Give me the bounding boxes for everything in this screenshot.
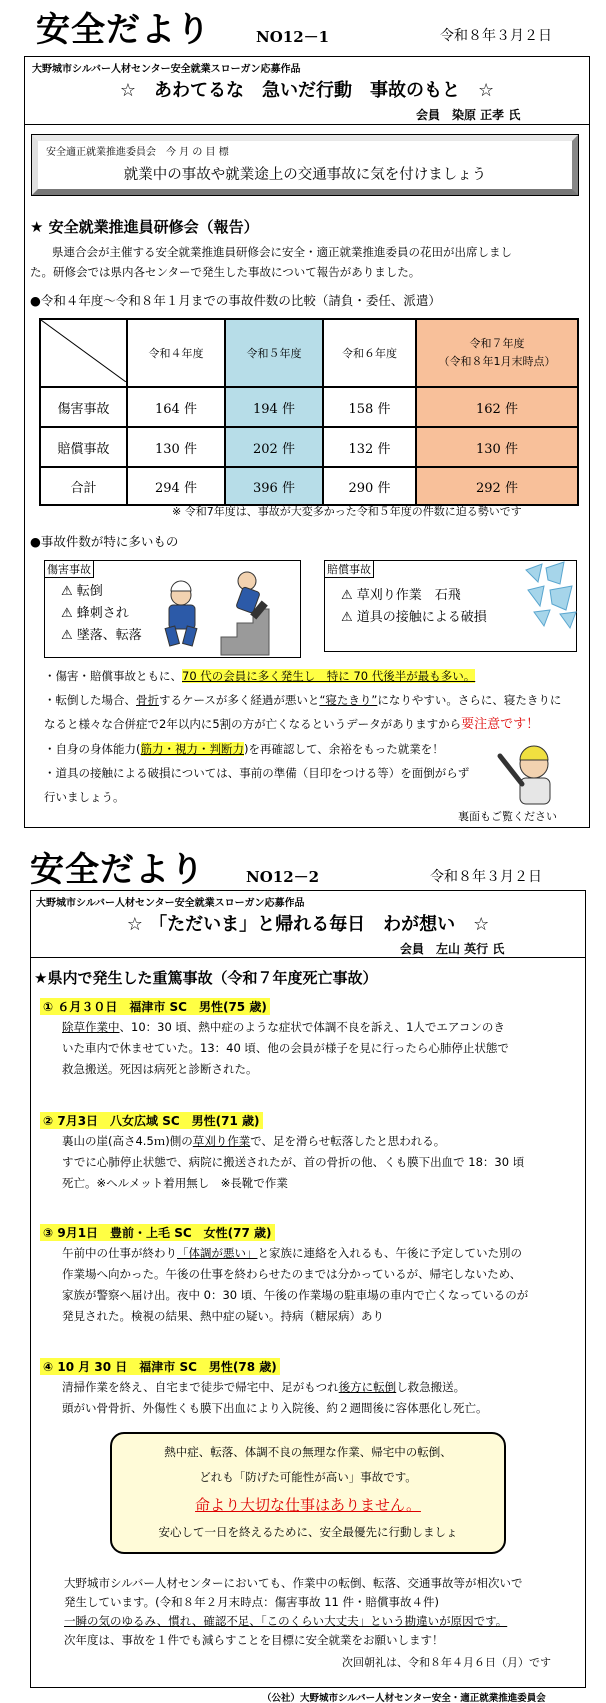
table-row (40, 427, 578, 467)
col-header-r4: 令和４年度 (127, 319, 225, 387)
slogan-divider (24, 124, 590, 125)
table-cell: 132 件 (323, 427, 416, 467)
footer-org: （公社）大野城市シルバー人材センター安全・適正就業推進委員会 (262, 1693, 546, 1703)
frequent-title: ●事故件数が特に多いもの (30, 534, 179, 549)
table-cell: 130 件 (416, 427, 578, 467)
life-first-message: 命より大切な仕事はありません。 (195, 1496, 421, 1514)
caution-text: 要注意です！ (461, 717, 540, 732)
issue2-title: 安全だより (30, 850, 205, 890)
list-item: ⚠ 転倒 (61, 584, 103, 599)
incident-1: ① ６月３０日 福津市 SC 男性(75 歳) 除草作業中、10：30 頃、熱中症のような症状で体調不良を訴え、1人でエアコンのき いた車内で休ませていた。13：40 頃、他の会員が様子を見に行ったら心肺停止状態で 救急搬送。死因は病死と診断された。 (40, 998, 580, 1080)
table-cell: 164 件 (127, 387, 225, 427)
issue2-author: 会員 左山 英行 氏 (400, 942, 505, 956)
accident-count-table (39, 318, 579, 506)
row-label: 賠償事故 (40, 427, 127, 467)
diagonal-line (41, 320, 126, 382)
table-cell: 290 件 (323, 467, 416, 505)
table-note: ※ 令和7年度は、事故が大変多かった令和５年度の件数に迫る勢いです (172, 505, 522, 518)
issue2-number: NO12－2 (246, 868, 320, 886)
list-item: ⚠ 墜落、転落 (61, 628, 142, 643)
list-item: ⚠ 草刈り作業 石飛 (341, 588, 461, 603)
prevention-callout: 熱中症、転落、体調不良の無理な作業、帰宅中の転倒、 どれも「防げた可能性が高い」事故です。 命より大切な仕事はありません。 安心して一日を終えるために、安全最優先に行動しましょ (110, 1432, 506, 1554)
slogan-divider (30, 957, 586, 958)
issue2-date: 令和８年３月２日 (430, 869, 542, 885)
closing-message: 大野城市シルバー人材センターにおいても、作業中の転倒、転落、交通事故等が相次いで 発生しています。(令和８年２月末時点：傷害事故 11 件・賠償事故４件) 一瞬の気のゆるみ、慣れ、確認不足、「このくらい大丈夫」という勘違いが原因です。 次年度は、事故を１件でも減らすことを目標に安全就業をお願いします！ (64, 1576, 523, 1647)
incident-heading: ① ６月３０日 福津市 SC 男性(75 歳) (40, 998, 270, 1015)
col-header-r6: 令和６年度 (323, 319, 416, 387)
col-header-r5: 令和５年度 (225, 319, 323, 387)
report-intro: 県連合会が主催する安全就業推進員研修会に安全・適正就業推進委員の花田が出席しまし た。研修会では県内各センターで発生した事故について報告がありました。 (30, 245, 512, 279)
table-cell: 202 件 (225, 427, 323, 467)
incident-heading: ② 7月3日 八女広域 SC 男性(71 歳) (40, 1112, 263, 1129)
injury-box-label: 傷害事故 (44, 560, 94, 578)
issue1-slogan: ☆ あわてるな 急いだ行動 事故のもと ☆ (119, 80, 495, 101)
incident-heading: ④ 10 月 30 日 福津市 SC 男性(78 歳) (40, 1358, 280, 1375)
issue2-slogan: ☆ 「ただいま」と帰れる毎日 わが想い ☆ (126, 914, 490, 935)
table-title: ●令和４年度～令和８年１月までの事故件数の比較（請負・委任、派遣） (30, 293, 441, 308)
table-cell: 130 件 (127, 427, 225, 467)
injury-accident-box (44, 560, 301, 658)
issue2-org-line: 大野城市シルバー人材センター安全就業スローガン応募作品 (36, 898, 305, 909)
incident-3: ③ 9月1日 豊前・上毛 SC 女性(77 歳) 午前中の仕事が終わり「体調が悪い」と家族に連絡を入れるも、午後に予定していた別の 作業場へ向かった。午後の仕事を終わらせたのまでは分かっているが、帰宅しないため、 家族が警察へ届け出。夜中 0：30 頃、午後の作業場の駐車場の車内で亡くなっているのが 発見された。検視の結果、熱中症の疑い。持病（糖尿病）あり (40, 1224, 580, 1327)
issue1-title: 安全だより (36, 10, 211, 50)
liability-box-label: 賠償事故 (324, 560, 374, 578)
row-label: 合計 (40, 467, 127, 505)
table-row (40, 467, 578, 505)
key-points: ・傷害・賠償事故ともに、70 代の会員に多く発生し 特に 70 代後半が最も多い。 ・転倒した場合、骨折するケースが多く経過が悪いと“寝たきり”になりやすい。さらに、寝たきりに なると様々な合併症で2年以内に5割の方が亡くなるというデータがありますから要注意です！ ・自身の身体能力(筋力・視力・判断力)を再確認して、余裕をもった就業を！ ・道具の接触による破損については、事前の準備（目印をつける等）を面倒がらず 行いましょう。 (44, 669, 562, 804)
list-item: ⚠ 蜂刺され (61, 606, 129, 621)
issue1-org-line: 大野城市シルバー人材センター安全就業スローガン応募作品 (32, 64, 301, 75)
table-cell: 194 件 (225, 387, 323, 427)
highlight-70s: 70 代の会員に多く発生し 特に 70 代後半が最も多い。 (182, 669, 476, 683)
table-cell: 158 件 (323, 387, 416, 427)
pointing-worker-illustration (494, 738, 564, 806)
col-header-r7: 令和７年度 （令和８年1月末時点） (416, 319, 578, 387)
list-item: ⚠ 道具の接触による破損 (341, 610, 487, 625)
table-cell: 292 件 (416, 467, 578, 505)
issue1-date: 令和８年３月２日 (440, 28, 552, 44)
report-section-title: ★ 安全就業推進員研修会（報告） (30, 218, 259, 236)
table-cell: 396 件 (225, 467, 323, 505)
issue1-number: NO12－1 (256, 28, 330, 46)
incident-4: ④ 10 月 30 日 福津市 SC 男性(78 歳) 清掃作業を終え、自宅まで徒歩で帰宅中、足がもつれ後方に転倒し救急搬送。 頭がい骨骨折、外傷性くも膜下出血により入院後、約２週間後に容体悪化し死亡。 (40, 1358, 580, 1419)
table-cell: 294 件 (127, 467, 225, 505)
incident-heading: ③ 9月1日 豊前・上毛 SC 女性(77 歳) (40, 1224, 275, 1241)
goal-label: 安全適正就業推進委員会 今 月 の 目 標 (46, 147, 229, 158)
issue1-author: 会員 染原 正孝 氏 (416, 108, 521, 122)
table-row (40, 387, 578, 427)
goal-text: 就業中の事故や就業途上の交通事故に気を付けましょう (123, 167, 487, 183)
incident-2: ② 7月3日 八女広域 SC 男性(71 歳) 裏山の崖(高さ4.5ｍ)側の草刈り作業で、足を滑らせ転落したと思われる。 すでに心肺停止状態で、病院に搬送されたが、首の骨折の他、くも膜下出血で 18：30 頃 死亡。※ヘルメット着用無し ※長靴で作業 (40, 1112, 580, 1194)
see-back-note: 裏面もご覧ください (458, 810, 557, 823)
table-corner-cell (40, 319, 127, 387)
fatal-accidents-title: ★県内で発生した重篤事故（令和７年度死亡事故） (34, 969, 378, 987)
falling-workers-illustration (151, 565, 299, 657)
row-label: 傷害事故 (40, 387, 127, 427)
table-cell: 162 件 (416, 387, 578, 427)
next-meeting: 次回朝礼は、令和８年４月６日（月）です (342, 1656, 551, 1669)
broken-glass-illustration (520, 560, 582, 630)
monthly-goal-box (32, 135, 578, 195)
